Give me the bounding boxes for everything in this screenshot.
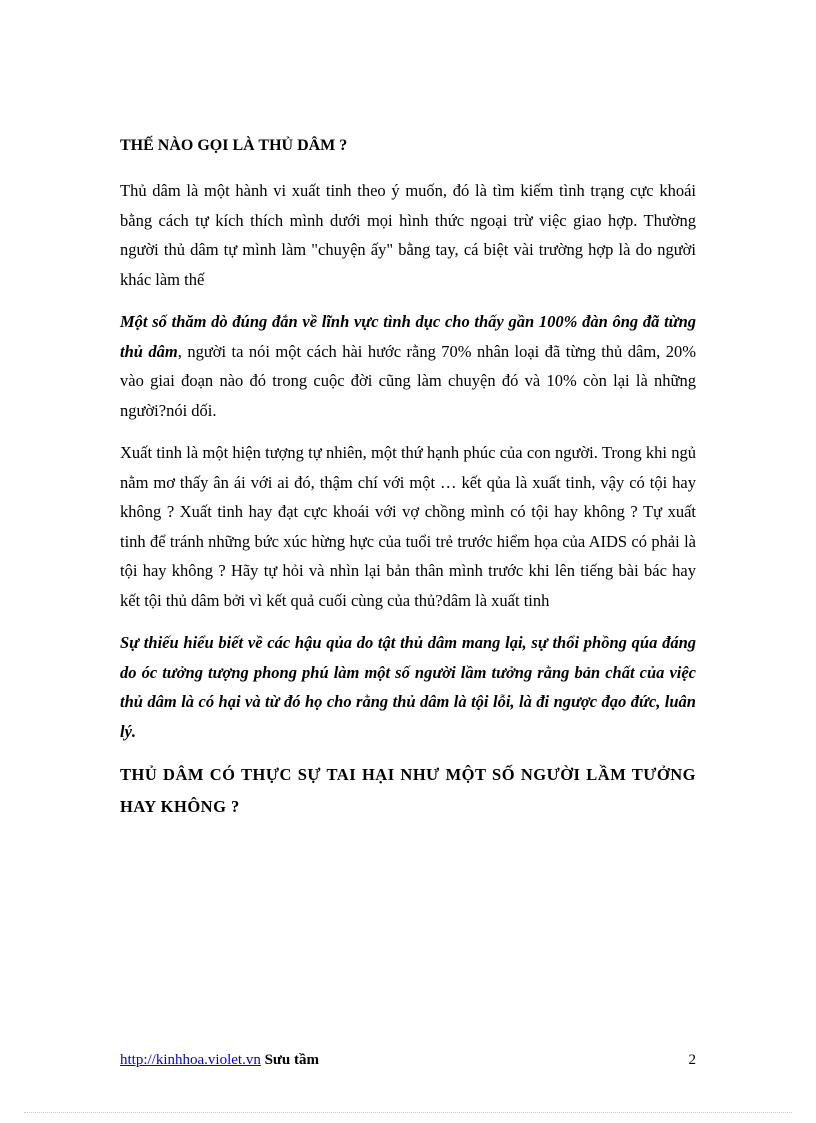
paragraph-definition: Thủ dâm là một hành vi xuất tinh theo ý muốn, đó là tìm kiếm tình trạng cực khoái bằng cách tự kích thích mình dưới mọi hình thức ngoại trừ việc giao hợp. Thường người thủ dâm tự mình làm "chuyện ấy" bằng tay, cá biệt vài trường hợp là do người khác làm thế <box>120 181 696 289</box>
emphasized-survey-text: Một số thăm dò đúng đắn về lĩnh vực tình dục cho thấy gần 100% đàn ông đã từng thủ dâm <box>120 312 696 361</box>
survey-text-rest: , người ta nói một cách hài hước rằng 70% nhân loại đã từng thủ dâm, 20% vào giai đoạn nào đó trong cuộc đời cũng làm chuyện đó và 10% còn lại là những người?nói dối. <box>120 341 696 420</box>
page-content <box>120 130 696 823</box>
page-edge-divider <box>24 1112 792 1113</box>
paragraph-misconception: Sự thiếu hiểu biết về các hậu qủa do tật thủ dâm mang lại, sự thổi phồng qúa đáng do óc tưởng tượng phong phú làm một số người lầm tưởng rằng bản chất của việc thủ dâm là có hại và từ đó họ cho rằng thủ dâm là tội lỗi, là đi ngược đạo đức, luân lý. <box>120 633 696 741</box>
footer-source <box>120 1052 319 1069</box>
page-number: 2 <box>688 1052 696 1068</box>
page-footer <box>120 1052 696 1069</box>
paragraph-survey <box>120 307 696 425</box>
section-heading-2: THỦ DÂM CÓ THỰC SỰ TAI HẠI NHƯ MỘT SỐ NGƯỜI LẦM TƯỞNG HAY KHÔNG ? <box>120 765 696 816</box>
section-heading-1: THẾ NÀO GỌI LÀ THỦ DÂM ? <box>120 137 348 154</box>
source-label: Sưu tầm <box>264 1052 320 1068</box>
source-link[interactable]: http://kinhhoa.violet.vn <box>120 1052 261 1068</box>
paragraph-ejaculation: Xuất tinh là một hiện tượng tự nhiên, một thứ hạnh phúc của con người. Trong khi ngủ nằm mơ thấy ân ái với ai đó, thậm chí với một … kết qủa là xuất tinh, vậy có tội hay không ? Xuất tinh hay đạt cực khoái với vợ chồng mình có tội hay không ? Tự xuất tinh để tránh những bức xúc hừng hực của tuổi trẻ trước hiểm họa của AIDS có phải là tội hay không ? Hãy tự hỏi và nhìn lại bản thân mình trước khi lên tiếng bài bác hay kết tội thủ dâm bởi vì kết quả cuối cùng của thủ?dâm là xuất tinh <box>120 443 696 610</box>
